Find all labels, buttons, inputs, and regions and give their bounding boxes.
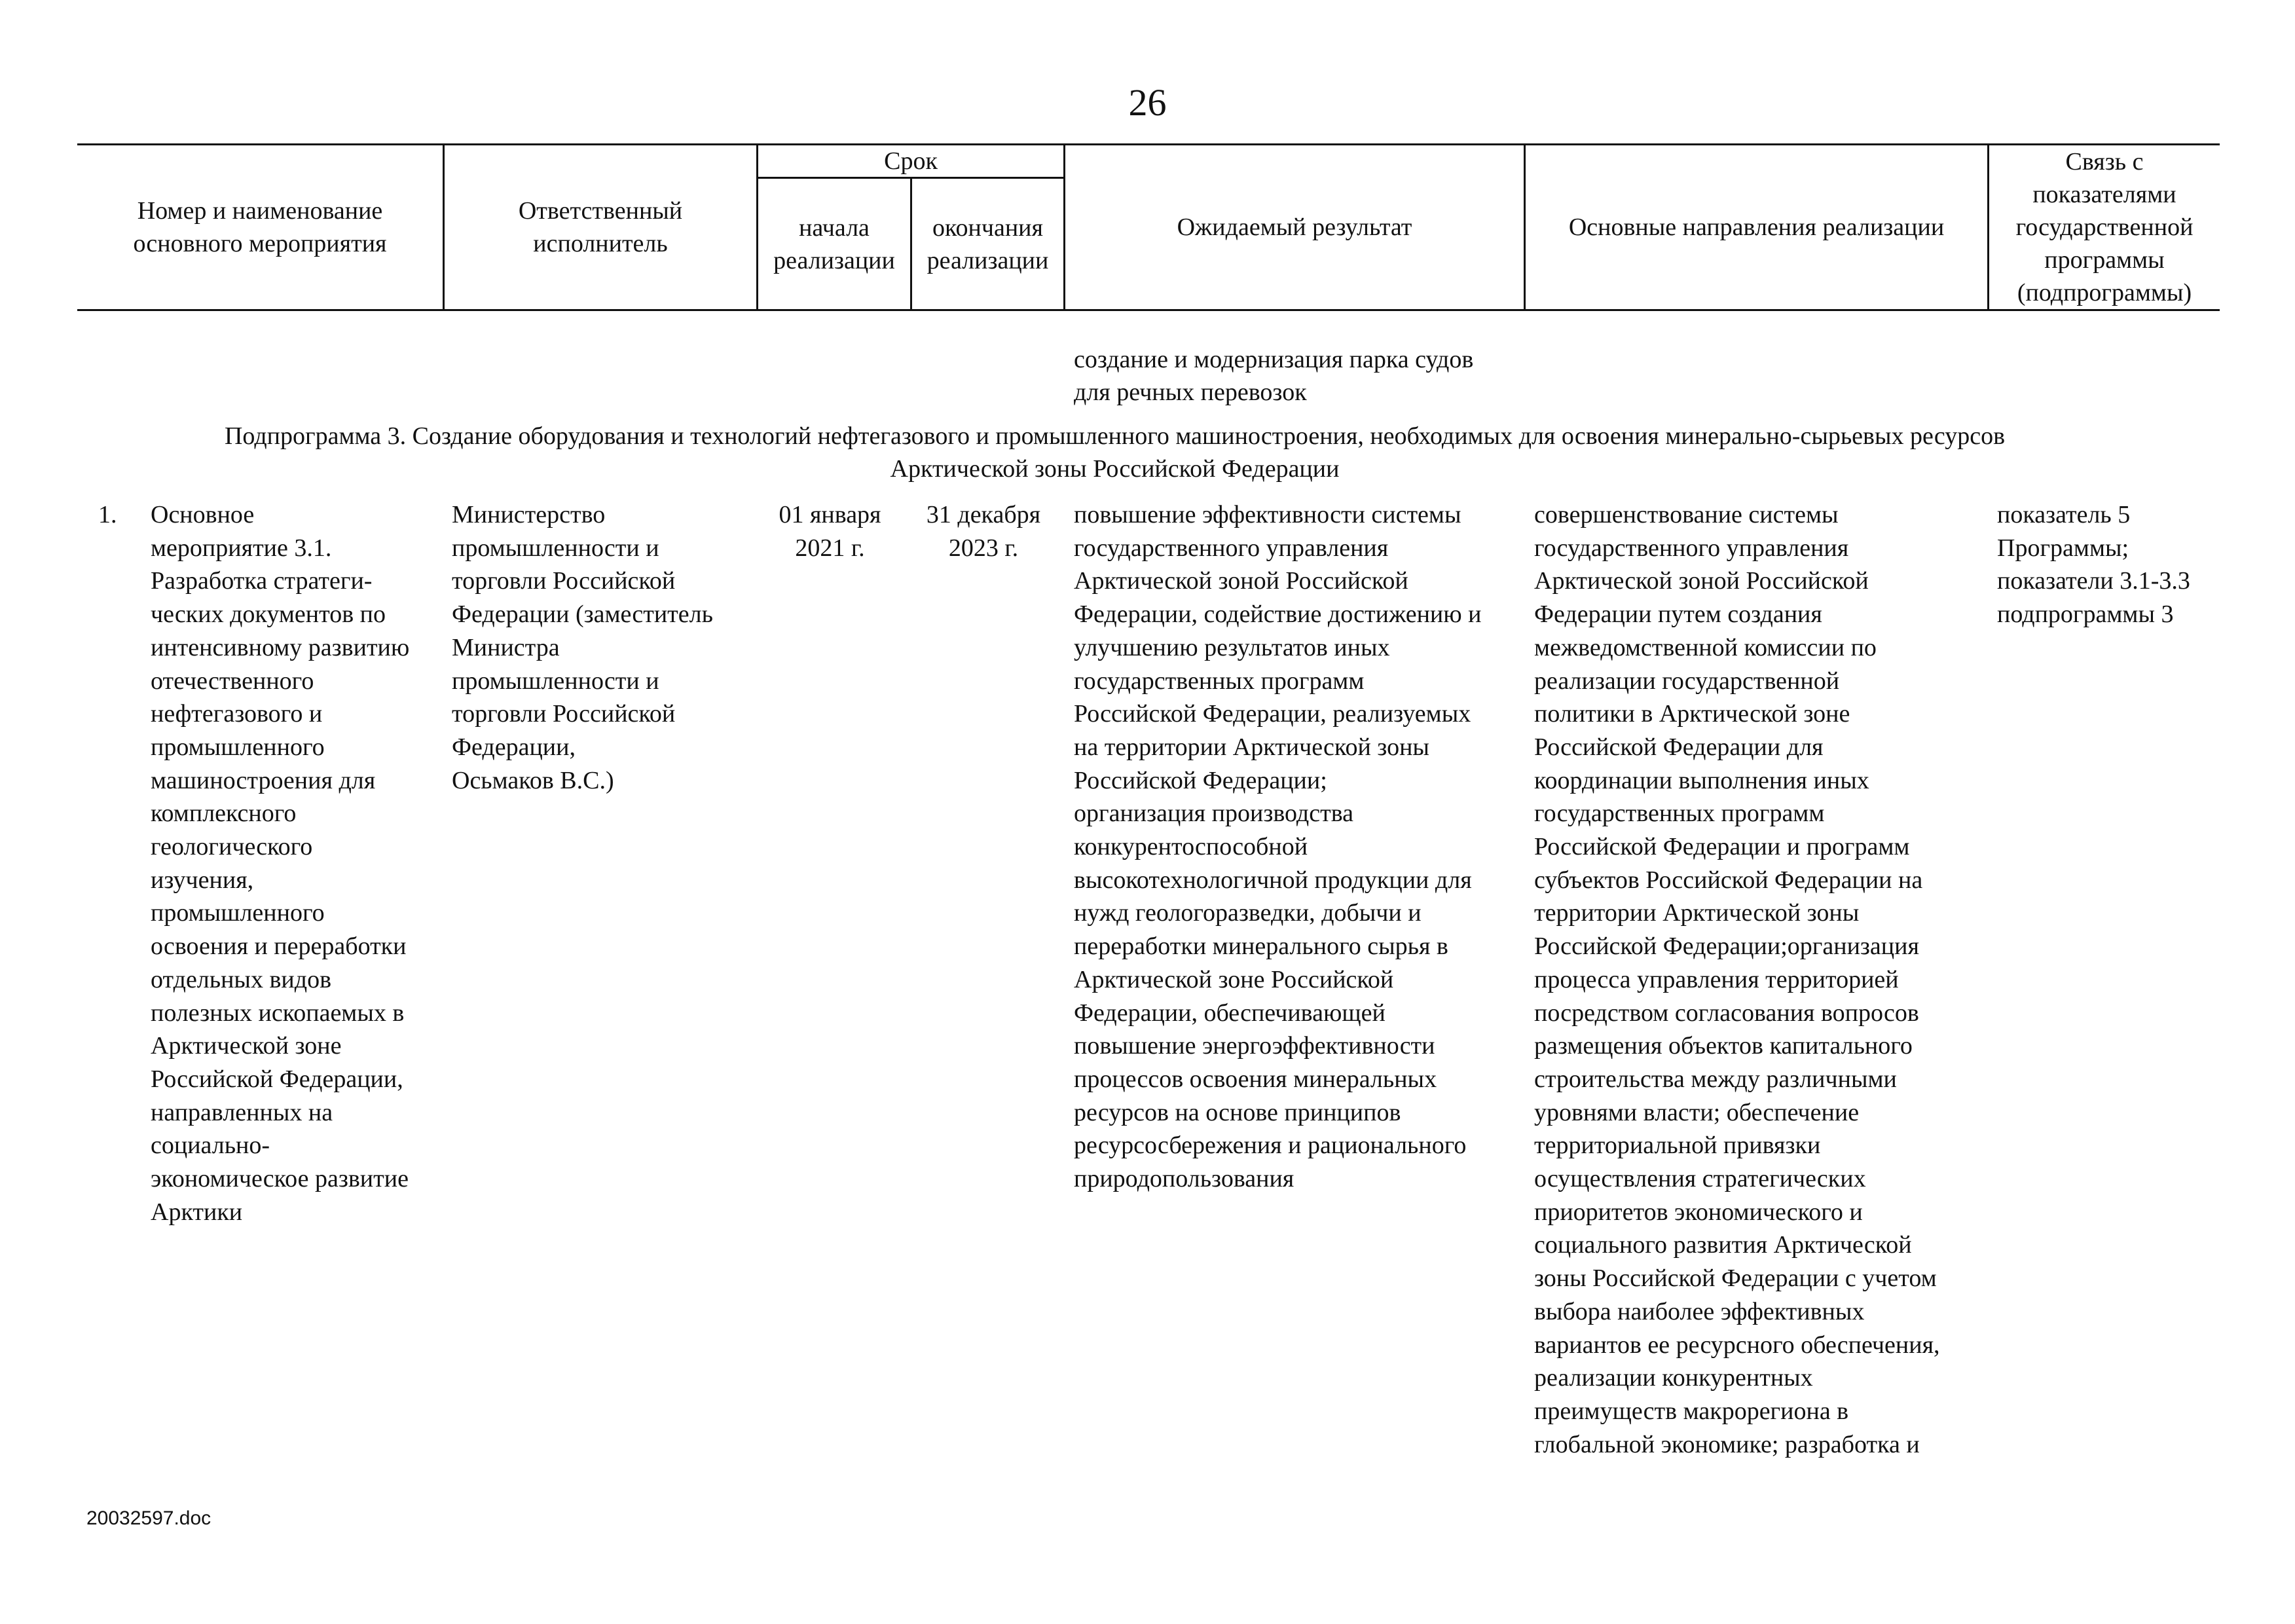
header-term-end: окончания реализации — [927, 213, 1049, 274]
end-date: 31 декабря 2023 г. — [926, 501, 1041, 562]
header-directions: Основные направления реализации — [1568, 213, 1945, 241]
header-expected-result: Ожидаемый результат — [1177, 213, 1412, 241]
header-term-start: начала реализации — [773, 213, 895, 274]
expected-result: повышение эффективности системы государственного управления Арктической зоной Российской Федерации, содействие достижению и улучшению результатов иных государственных программ Российской Федерации, реализуемых на территории Арктической зоны Российской Федерации; организация производства конкурентоспособной высокотехнологичной продукции для нужд геологоразведки, добычи и переработки минерального сырья в Арктической зоне Российской Федерации, обеспечивающей повышение энергоэффективности процессов освоения минеральных ресурсов на основе принципов ресурсосбережения и рационального природопользования — [1074, 501, 1482, 1193]
document-id: 20032597.doc — [86, 1507, 211, 1529]
indicators-link: показатель 5 Программы; показатели 3.1-3.3 подпрограммы 3 — [1997, 501, 2190, 629]
implementation-directions: совершенствование системы государственного управления Арктической зоной Российской Федерации путем создания межведомственной комиссии по реализации государственной политики в Арктической зоне Российской Федерации для координации выполнения иных государственных программ Российской Федерации и программ субъектов Российской Федерации на территории Арктической зоны Российской Федерации;организация процесса управления территорией посредством согласования вопросов размещения объектов капитального строительства между различными уровнями власти; обеспечение территориальной привязки осуществления стратегических приоритетов экономического и социального развития Арктической зоны Российской Федерации с учетом выбора наиболее эффективных вариантов ее ресурсного обеспечения, реализации конкурентных преимуществ макрорегиона в глобальной экономике; разработка и — [1534, 501, 1940, 1458]
header-indicators: Связь с показателями государственной программы (подпрограммы) — [2015, 148, 2194, 306]
measure-name: Основное мероприятие 3.1. Разработка стратеги- ческих документов по интенсивному развитию отечественного нефтегазового и промышленного машиностроения для комплексного геологического изучения, промышленного освоения и переработки отдельных видов полезных ископаемых в Арктической зоне Российской Федерации, направленных на социально- экономическое развитие Арктики — [151, 501, 410, 1226]
header-bottom-border — [77, 309, 2220, 311]
start-date: 01 января 2021 г. — [779, 501, 881, 562]
header-measure: Номер и наименование основного мероприятия — [133, 197, 387, 257]
responsible-executor: Министерство промышленности и торговли Российской Федерации (заместитель Министра промышленности и торговли Российской Федерации, Осьмаков В.С.) — [452, 501, 713, 794]
header-term: Срок — [884, 147, 938, 175]
header-responsible: Ответственный исполнитель — [518, 197, 683, 257]
subprogram-title: Подпрограмма 3. Создание оборудования и технологий нефтегазового и промышленного машиностроения, необходимых для освоения минерально-сырьевых ресурсов Арктической зоны Российской Федерации — [224, 422, 2006, 483]
page-number: 26 — [1128, 81, 1167, 124]
row-number: 1. — [98, 501, 117, 528]
continuation-text: создание и модернизация парка судов для речных перевозок — [1074, 346, 1474, 406]
